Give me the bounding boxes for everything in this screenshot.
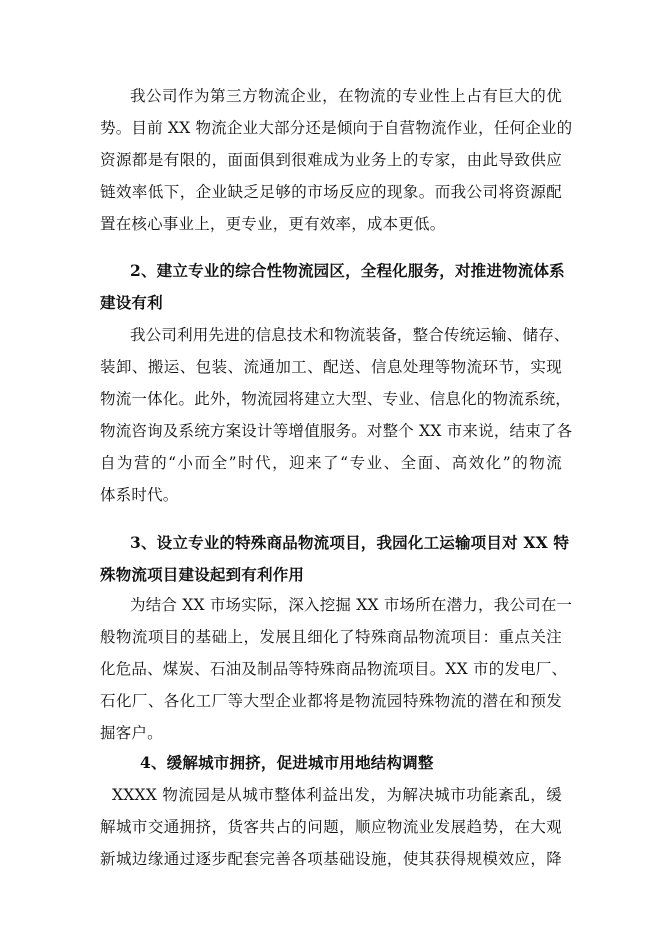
section-heading: 殊物流项目建设起到有利作用	[100, 565, 305, 584]
paragraph-line: 我公司作为第三方物流企业，在物流的专业性上占有巨大的优	[130, 87, 562, 105]
section-heading: 建设有利	[100, 293, 163, 312]
paragraph-line: 自为营的“小而全”时代，迎来了“专业、全面、高效化”的物流	[100, 454, 562, 472]
paragraph-line: 我公司利用先进的信息技术和物流装备，整合传统运输、储存、	[130, 326, 570, 344]
paragraph-line: 链效率低下，企业缺乏足够的市场反应的现象。而我公司将资源配	[100, 183, 562, 201]
section-heading: 2、建立专业的综合性物流园区，全程化服务，对推进物流体系	[130, 261, 565, 280]
paragraph-line: 化危品、煤炭、石油及制品等特殊商品物流项目。XX 市的发电厂、	[100, 660, 568, 678]
paragraph-line: 石化厂、各化工厂等大型企业都将是物流园特殊物流的潜在和预发	[100, 692, 562, 710]
paragraph-line: 为结合 XX 市场实际，深入挖掘 XX 市场所在潜力，我公司在一	[130, 596, 573, 614]
paragraph-line: 解城市交通拥挤，货客共占的问题，顺应物流业发展趋势，在大观	[100, 818, 562, 836]
paragraph-line: 装卸、搬运、包装、流通加工、配送、信息处理等物流环节，实现	[100, 358, 562, 376]
section-heading: 4、缓解城市拥挤，促进城市用地结构调整	[140, 753, 434, 772]
section-heading: 3、设立专业的特殊商品物流项目，我园化工运输项目对 XX 特	[130, 533, 570, 552]
paragraph-line: XXXX 物流园是从城市整体利益出发，为解决城市功能紊乱，缓	[112, 786, 562, 804]
paragraph-line: 新城边缘通过逐步配套完善各项基础设施，使其获得规模效应，降	[100, 850, 562, 868]
paragraph-line: 般物流项目的基础上，发展且细化了特殊商品物流项目：重点关注	[100, 628, 562, 646]
paragraph-line: 置在核心事业上，更专业，更有效率，成本更低。	[100, 215, 446, 233]
paragraph-line: 资源都是有限的，面面俱到很难成为业务上的专家，由此导致供应	[100, 151, 562, 169]
paragraph-line: 势。目前 XX 物流企业大部分还是倾向于自营物流作业，任何企业的	[100, 119, 573, 137]
paragraph-line: 物流一体化。此外，物流园将建立大型、专业、信息化的物流系统，	[100, 390, 572, 408]
paragraph-line: 体系时代。	[100, 486, 179, 504]
paragraph-line: 物流咨询及系统方案设计等增值服务。对整个 XX 市来说，结束了各	[100, 422, 573, 440]
paragraph-line: 掘客户。	[100, 724, 163, 742]
